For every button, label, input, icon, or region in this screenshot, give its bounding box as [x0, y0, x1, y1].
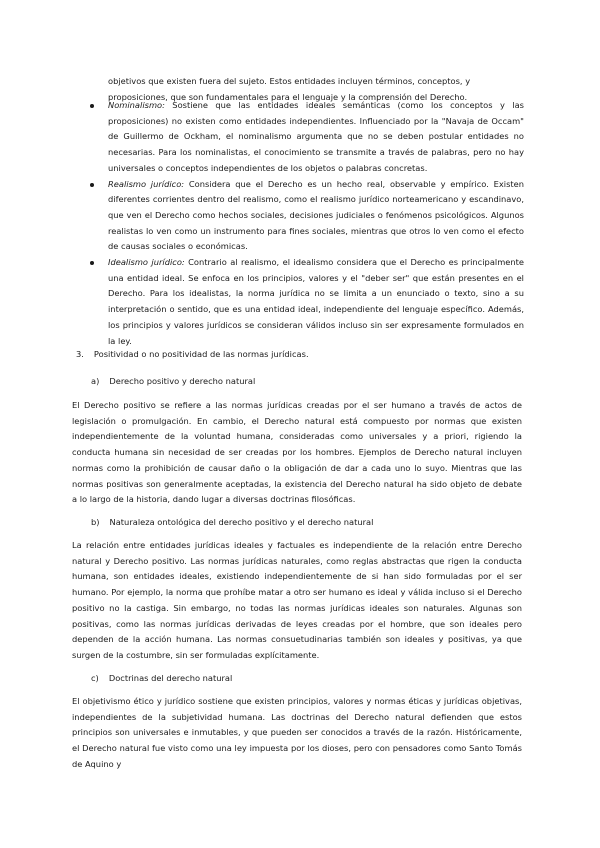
- doctrine-bullet-list: [88, 98, 524, 349]
- bullet-term: Nominalismo:: [108, 100, 165, 110]
- subsection-a-heading: [91, 374, 255, 388]
- subsection-title: Doctrinas del derecho natural: [108, 673, 233, 683]
- bullet-idealismo-juridico: [88, 255, 524, 349]
- bullet-text: Considera que el Derecho es un hecho real, observable y empírico. Existen diferentes corrientes dentro del realismo, como el realismo jurídico norteamericano y escandinavo, que ven el Derecho como hechos sociales, decisiones judiciales o fenómenos psicológicos. Algunos realistas lo ven como un instrumento para fines sociales, mientras que otros lo ven como el efecto de causas sociales o económicas.: [108, 178, 525, 252]
- paragraph-b: La relación entre entidades jurídicas ideales y factuales es independiente de la relación entre Derecho natural y Derecho positivo. Las normas jurídicas naturales, como reglas abstractas que rigen la conducta humana, son entidades ideales, existiendo independientemente de si han sido formuladas por el ser humano. Por ejemplo, la norma que prohíbe matar a otro ser humano es ideal y válida incluso si el Derecho positivo no la castiga. Sin embargo, no todas las normas jurídicas ideales son naturales. Algunas son positivas, como las normas jurídicas derivadas de leyes creadas por el hombre, que son ideales pero dependen de la acción humana. Las normas consuetudinarias también son ideales y positivas, ya que surgen de la costumbre, sin ser formuladas explícitamente.: [72, 540, 522, 660]
- intro-continuation: objetivos que existen fuera del sujeto. Estos entidades incluyen términos, conceptos, y proposiciones, que son fundamentales para el lenguaje y la comprensión del Derecho.: [108, 76, 471, 102]
- subsection-b-heading: [91, 515, 373, 529]
- subsection-label: b): [91, 517, 100, 527]
- subsection-label: a): [91, 376, 100, 386]
- section-title: Positividad o no positividad de las normas jurídicas.: [93, 349, 309, 359]
- bullet-text: Sostiene que las entidades ideales semánticas (como los conceptos y las proposiciones) no existen como entidades independientes. Influenciado por la "Navaja de Occam" de Guillermo de Ockham, el nominalismo argumenta que no se deben postular entidades no necesarias. Para los nominalistas, el conocimiento se transmite a través de palabras, pero no hay universales o conceptos independientes de los objetos o palabras concretas.: [108, 100, 524, 173]
- section-3-heading: [76, 347, 309, 361]
- bullet-nominalismo: [88, 98, 524, 177]
- paragraph-a: El Derecho positivo se refiere a las normas jurídicas creadas por el ser humano a través de actos de legislación o promulgación. En cambio, el Derecho natural está compuesto por normas que existen independientemente de la voluntad humana, consideradas como universales y a priori, rigiendo la conducta humana sin necesidad de ser creadas por los hombres. Ejemplos de Derecho natural incluyen normas como la prohibición de causar daño o la obligación de dar a cada uno lo suyo. Mientras que las normas positivas son generalmente aceptadas, la existencia del Derecho natural ha sido objeto de debate a lo largo de la historia, dando lugar a diversas doctrinas filosóficas.: [72, 400, 522, 505]
- subsection-title: Naturaleza ontológica del derecho positivo y el derecho natural: [109, 517, 374, 527]
- paragraph-c: El objetivismo ético y jurídico sostiene que existen principios, valores y normas éticas y jurídicas objetivas, independientes de la subjetividad humana. Las doctrinas del Derecho natural defienden que estos principios son universales e inmutables, y que pueden ser conocidos a través de la razón. Históricamente, el Derecho natural fue visto como una ley impuesta por los dioses, pero con pensadores como Santo Tomás de Aquino y: [72, 696, 522, 769]
- bullet-realismo-juridico: [88, 177, 524, 256]
- subsection-title: Derecho positivo y derecho natural: [109, 376, 256, 386]
- bullet-term: Idealismo jurídico:: [108, 257, 185, 268]
- bullet-text: Contrario al realismo, el idealismo considera que el Derecho es principalmente una entidad ideal. Se enfoca en los principios, valores y el "deber ser" que están presentes en el Derecho. Para los idealistas, la norma jurídica no se limita a un enunciado o texto, sino a su interpretación o sentido, que es una entidad ideal, independiente del lenguaje específico. Además, los principios y valores jurídicos se consideran válidos incluso sin ser expresamente formulados en la ley.: [108, 257, 525, 346]
- section-number: 3.: [76, 349, 84, 359]
- subsection-label: c): [91, 673, 99, 683]
- bullet-term: Realismo jurídico:: [108, 178, 185, 189]
- subsection-c-heading: [91, 671, 232, 685]
